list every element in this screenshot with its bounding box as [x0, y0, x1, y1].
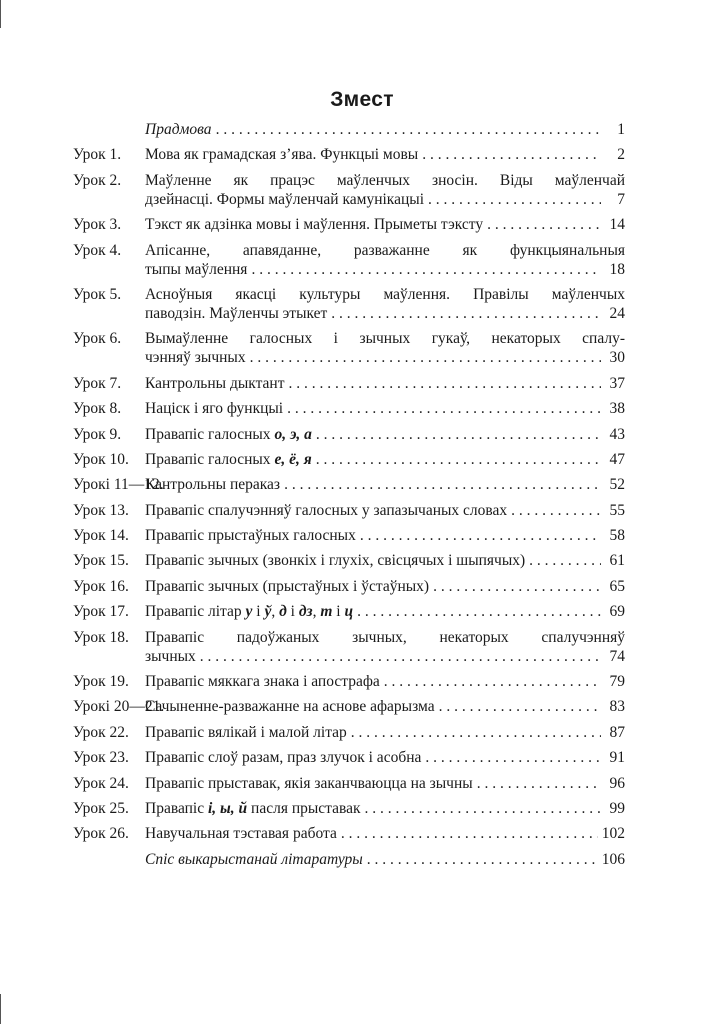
toc-entry	[73, 577, 625, 596]
entry-title-last-line	[145, 260, 625, 279]
entry-title-letters: ц	[344, 603, 354, 621]
entry-title-last-line	[145, 145, 625, 164]
entry-title	[145, 748, 421, 767]
page-number: 69	[609, 603, 625, 621]
toc-entry	[73, 475, 625, 494]
lesson-number: Урокі 11—12.	[73, 476, 164, 494]
toc-entry	[73, 374, 625, 393]
entry-title-segment: Навучальная тэставая работа	[145, 825, 337, 843]
lesson-number: Урок 8.	[73, 400, 122, 418]
page-number: 55	[609, 501, 625, 519]
leader-dots	[316, 450, 601, 469]
leader-dots	[351, 723, 601, 742]
toc-entry	[73, 850, 625, 869]
entry-content	[145, 285, 625, 323]
leader-dots	[250, 348, 601, 367]
entry-title-last-line	[145, 120, 625, 139]
entry-title-last-line	[145, 425, 625, 444]
entry-title-segment: ,	[271, 603, 280, 621]
entry-title-line: Вымаўленне галосных і зычных гукаў, некаторых спалу-	[145, 330, 625, 348]
entry-title-segment: Правапіс прыстаўных галосных	[145, 527, 356, 545]
leader-dots	[216, 120, 601, 139]
leader-dots	[200, 647, 601, 666]
entry-title-line: Правапіс падоўжаных зычных, некаторых спалучэнняў	[145, 628, 625, 646]
page-number: 38	[609, 400, 625, 418]
leader-dots	[428, 190, 601, 209]
entry-content	[145, 171, 625, 209]
entry-title	[145, 526, 356, 545]
toc-entry	[73, 241, 625, 279]
entry-title	[145, 697, 435, 716]
entry-title-segment: Кантрольны пераказ	[145, 476, 281, 494]
entry-title-last-line	[145, 697, 625, 716]
page-number: 1	[617, 121, 625, 138]
entry-title-segment: чэнняў зычных	[145, 349, 246, 367]
entry-title-last-line	[145, 799, 625, 818]
leader-dots	[365, 799, 601, 818]
lesson-number: Урок 3.	[73, 216, 122, 234]
entry-title-last-line	[145, 526, 625, 545]
page-number: 14	[609, 216, 625, 234]
entry-title-last-line	[145, 602, 625, 621]
lesson-number: Урок 14.	[73, 527, 129, 545]
toc-entry	[73, 551, 625, 570]
entry-title	[145, 824, 337, 843]
lesson-number: Урок 26.	[73, 825, 129, 843]
entry-content	[145, 399, 625, 418]
entry-title	[145, 374, 285, 393]
lesson-number: Урок 9.	[73, 425, 122, 443]
entry-title	[145, 602, 353, 621]
entry-content	[145, 748, 625, 767]
lesson-number: Урок 1.	[73, 146, 122, 164]
entry-title-segment: Правапіс вялікай і малой літар	[145, 723, 347, 741]
toc-entry	[73, 145, 625, 164]
entry-content	[145, 526, 625, 545]
page-edge-line-bottom	[0, 994, 1, 1024]
entry-title-letters: дз	[298, 603, 313, 621]
entry-title	[145, 399, 283, 418]
entry-title-last-line	[145, 850, 625, 869]
entry-title-segment: Правапіс галосных	[145, 425, 275, 443]
entry-title-segment: Правапіс прыставак, якія заканчваюцца на зычны	[145, 774, 473, 792]
lesson-number: Урок 5.	[73, 285, 122, 303]
entry-title-segment: Правапіс спалучэнняў галосных у запазычаных словах	[145, 501, 508, 519]
entry-content	[145, 425, 625, 444]
page-number: 30	[609, 349, 625, 367]
entry-content	[145, 450, 625, 469]
entry-title	[145, 304, 327, 323]
page-title: Змест	[330, 88, 394, 111]
lesson-number: Урок 4.	[73, 241, 122, 259]
lesson-number: Урок 6.	[73, 330, 122, 348]
entry-title	[145, 501, 507, 520]
entry-title-segment: паводзін. Маўленчы этыкет	[145, 304, 328, 322]
entry-title	[145, 145, 418, 164]
toc-entry	[73, 799, 625, 818]
page-number: 99	[609, 799, 625, 817]
entry-title-letters: у	[245, 603, 253, 621]
entry-title-segment: і	[286, 603, 299, 621]
entry-title-segment: ,	[312, 603, 321, 621]
entry-content	[145, 799, 625, 818]
entry-title	[145, 120, 212, 139]
page-number: 65	[609, 577, 625, 595]
leader-dots	[477, 774, 601, 793]
entry-content	[145, 697, 625, 716]
entry-title-last-line	[145, 551, 625, 570]
entry-title-last-line	[145, 748, 625, 767]
page-number: 2	[617, 146, 625, 164]
entry-title	[145, 672, 380, 691]
entry-content	[145, 501, 625, 520]
lesson-number: Урок 23.	[73, 749, 129, 767]
toc-entry	[73, 120, 625, 139]
entry-content	[145, 850, 625, 869]
leader-dots	[341, 824, 598, 843]
lesson-number: Урок 10.	[73, 450, 129, 468]
entry-title	[145, 215, 483, 234]
toc-entry	[73, 329, 625, 367]
page-number: 43	[609, 425, 625, 443]
page-number: 79	[609, 673, 625, 691]
entry-title-last-line	[145, 374, 625, 393]
entry-title	[145, 799, 361, 818]
toc-entry	[73, 526, 625, 545]
leader-dots	[422, 145, 601, 164]
page-number: 106	[601, 850, 625, 868]
entry-content	[145, 241, 625, 279]
entry-content	[145, 215, 625, 234]
toc-entry	[73, 285, 625, 323]
page-number: 87	[609, 723, 625, 741]
entry-title-last-line	[145, 672, 625, 691]
entry-title	[145, 425, 312, 444]
toc-entry	[73, 215, 625, 234]
entry-title	[145, 450, 312, 469]
entry-content	[145, 475, 625, 494]
page-number: 24	[609, 304, 625, 322]
entry-title-letters: т	[320, 603, 333, 621]
toc-entry	[73, 672, 625, 691]
entry-title	[145, 348, 246, 367]
toc-entry	[73, 628, 625, 666]
entry-title	[145, 723, 347, 742]
page-number: 18	[609, 260, 625, 278]
leader-dots	[289, 374, 602, 393]
leader-dots	[316, 425, 601, 444]
lesson-number: Урок 2.	[73, 171, 122, 189]
entry-title-segment: Правапіс зычных (звонкіх і глухіх, свісцячых і шыпячых)	[145, 552, 526, 570]
entry-title-line: Асноўныя якасці культуры маўлення. Правілы маўленчых	[145, 285, 625, 303]
entry-title-segment: Прадмова	[145, 121, 212, 138]
table-of-contents	[73, 120, 625, 875]
entry-title-segment: Сачыненне-разважанне на аснове афарызма	[145, 698, 435, 716]
entry-title	[145, 850, 363, 869]
entry-title-segment: Правапіс	[145, 799, 208, 817]
entry-title-last-line	[145, 215, 625, 234]
entry-title-segment: Тэкст як адзінка мовы і маўлення. Прыметы тэксту	[145, 216, 484, 234]
lesson-number: Урок 15.	[73, 552, 129, 570]
page-number: 91	[609, 749, 625, 767]
entry-content	[145, 824, 625, 843]
toc-entry	[73, 425, 625, 444]
toc-entry	[73, 774, 625, 793]
entry-title	[145, 190, 424, 209]
entry-title	[145, 774, 473, 793]
entry-title-letters: е, ё, я	[274, 450, 312, 468]
entry-title	[145, 577, 429, 596]
entry-title-segment: Націск і яго функцыі	[145, 400, 284, 418]
page-number: 74	[609, 647, 625, 665]
entry-title-last-line	[145, 774, 625, 793]
entry-title-line: Маўленне як працэс маўленчых зносін. Віды маўленчай	[145, 171, 625, 189]
entry-content	[145, 602, 625, 621]
entry-title-segment: зычных	[145, 647, 196, 665]
leader-dots	[529, 551, 601, 570]
entry-title-segment: пасля прыставак	[247, 799, 361, 817]
entry-title-segment: Правапіс галосных	[145, 450, 275, 468]
entry-content	[145, 628, 625, 666]
entry-title-last-line	[145, 450, 625, 469]
toc-entry	[73, 399, 625, 418]
lesson-number: Урок 13.	[73, 501, 129, 519]
entry-title	[145, 475, 280, 494]
entry-title-segment: і	[332, 603, 345, 621]
entry-title-letters: і, ы, й	[207, 799, 248, 817]
leader-dots	[331, 304, 601, 323]
toc-entry	[73, 697, 625, 716]
toc-entry	[73, 501, 625, 520]
toc-entry	[73, 602, 625, 621]
page-number: 58	[609, 527, 625, 545]
entry-content	[145, 577, 625, 596]
entry-title-last-line	[145, 647, 625, 666]
entry-title-letters: ў	[264, 603, 272, 621]
entry-title-segment: Мова як грамадская з’ява. Функцыі мовы	[145, 146, 419, 164]
toc-entry	[73, 723, 625, 742]
lesson-number: Урок 19.	[73, 673, 129, 691]
page-number: 37	[609, 374, 625, 392]
toc-entry	[73, 171, 625, 209]
entry-title	[145, 647, 196, 666]
page-number: 52	[609, 476, 625, 494]
lesson-number: Урок 22.	[73, 723, 129, 741]
toc-entry	[73, 450, 625, 469]
entry-title-letters: д	[279, 603, 287, 621]
entry-content	[145, 551, 625, 570]
lesson-number: Урок 18.	[73, 628, 129, 646]
entry-title-last-line	[145, 475, 625, 494]
entry-title-segment: і	[252, 603, 265, 621]
lesson-number: Урокі 20—21.	[73, 698, 165, 716]
page-edge-line-top	[0, 0, 1, 28]
entry-title-line: Апісанне, апавяданне, разважанне як функцыянальныя	[145, 241, 625, 259]
toc-entry	[73, 748, 625, 767]
entry-title-segment: Кантрольны дыктант	[145, 374, 285, 392]
lesson-number: Урок 25.	[73, 799, 129, 817]
entry-title-last-line	[145, 577, 625, 596]
entry-title	[145, 260, 247, 279]
lesson-number: Урок 16.	[73, 577, 129, 595]
entry-title-segment: Правапіс мяккага знака і апострафа	[145, 673, 380, 691]
entry-title-last-line	[145, 501, 625, 520]
entry-content	[145, 723, 625, 742]
leader-dots	[433, 577, 601, 596]
page-number: 83	[609, 698, 625, 716]
page-number: 96	[609, 774, 625, 792]
entry-title-segment: Спіс выкарыстанай літаратуры	[145, 850, 363, 868]
entry-title-letters: о, э, а	[274, 425, 312, 443]
leader-dots	[360, 526, 601, 545]
page-number: 47	[609, 450, 625, 468]
entry-title-last-line	[145, 399, 625, 418]
page-number: 7	[617, 190, 625, 208]
leader-dots	[284, 475, 601, 494]
entry-content	[145, 774, 625, 793]
entry-content	[145, 672, 625, 691]
entry-content	[145, 329, 625, 367]
leader-dots	[487, 215, 601, 234]
lesson-number: Урок 24.	[73, 774, 129, 792]
entry-title-segment: Правапіс літар	[145, 603, 246, 621]
entry-title-segment: дзейнасці. Формы маўленчай камунікацыі	[145, 190, 424, 208]
entry-title-segment: тыпы маўлення	[145, 260, 248, 278]
entry-title-last-line	[145, 348, 625, 367]
leader-dots	[251, 260, 601, 279]
entry-title-last-line	[145, 723, 625, 742]
entry-title-last-line	[145, 190, 625, 209]
lesson-number: Урок 17.	[73, 603, 129, 621]
leader-dots	[287, 399, 601, 418]
entry-content	[145, 120, 625, 139]
leader-dots	[425, 748, 601, 767]
lesson-number: Урок 7.	[73, 374, 122, 392]
leader-dots	[511, 501, 601, 520]
page-number: 102	[601, 825, 625, 843]
entry-title-segment: Правапіс зычных (прыстаўных і ўстаўных)	[145, 577, 430, 595]
page-number: 61	[609, 552, 625, 570]
entry-title-last-line	[145, 304, 625, 323]
toc-entry	[73, 824, 625, 843]
entry-title-segment: Правапіс слоў разам, праз злучок і асобна	[145, 749, 422, 767]
leader-dots	[357, 602, 601, 621]
entry-content	[145, 374, 625, 393]
entry-title-last-line	[145, 824, 625, 843]
leader-dots	[367, 850, 598, 869]
leader-dots	[384, 672, 601, 691]
leader-dots	[439, 697, 601, 716]
entry-content	[145, 145, 625, 164]
entry-title	[145, 551, 525, 570]
